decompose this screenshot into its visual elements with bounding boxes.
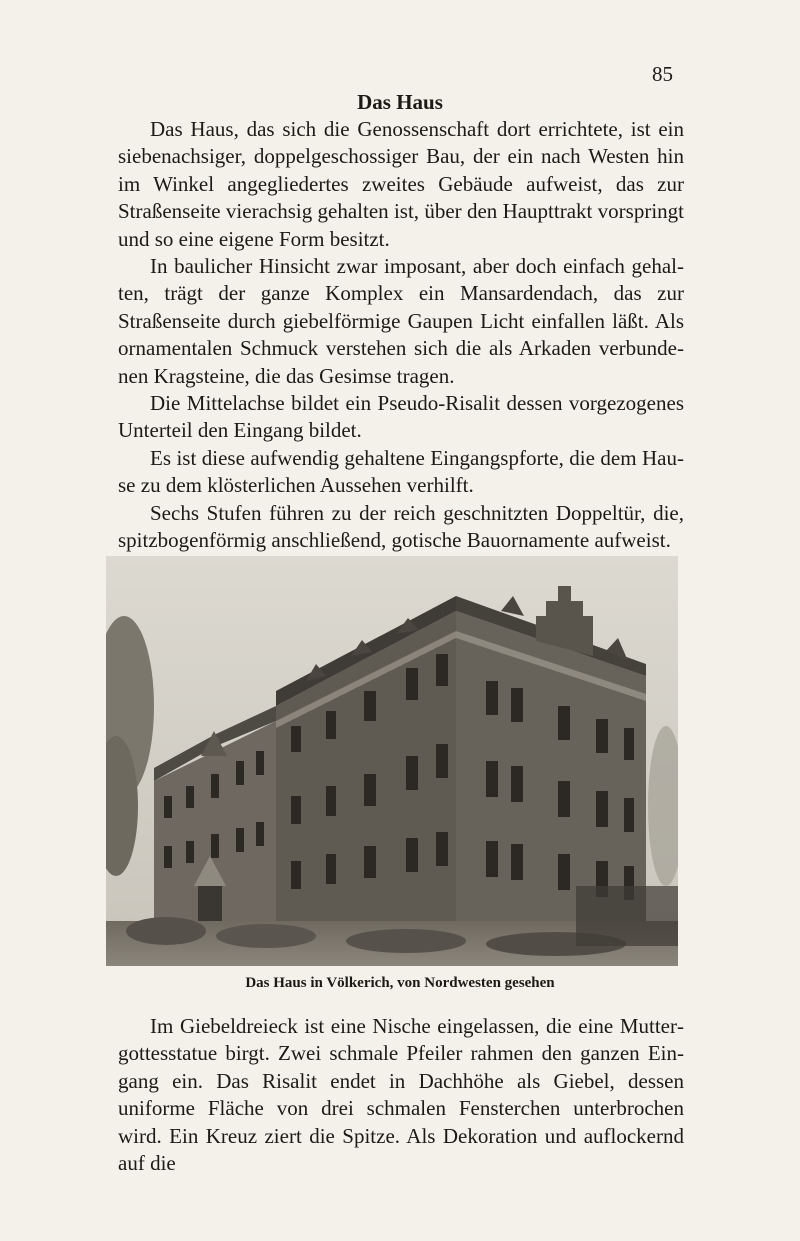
body-text-before-image (118, 116, 684, 555)
building-photograph (106, 556, 678, 966)
paragraph: In baulicher Hinsicht zwar imposant, aber doch einfach gehalten, trägt der ganze Komplex ein Mansardendach, das zur Straßenseite durch giebelförmige Gaupen Licht einfallen läßt. Als ornamentalen Schmuck verstehen sich die als Arkaden verbundenen Kragsteine, die das Gesimse tragen. (118, 254, 684, 388)
paragraph: Die Mittelachse bildet ein Pseudo-Risalit dessen vorgezogenes Unterteil den Eingang bildet. (118, 391, 684, 443)
body-text-after-image (118, 1013, 684, 1177)
section-heading: Das Haus (357, 90, 443, 114)
page-number: 85 (652, 62, 673, 86)
paragraph: Das Haus, das sich die Genossenschaft dort errichtete, ist ein siebenachsiger, doppelgeschossiger Bau, der ein nach Westen hin im Winkel angegliedertes zweites Gebäude aufweist, das zur Straßenseite vierachsig gehalten ist, über den Haupttrakt vorspringt und so eine eigene Form besitzt. (118, 117, 684, 251)
paragraph: Es ist diese aufwendig gehaltene Eingangspforte, die dem Hause zu dem klösterlichen Aussehen verhilft. (118, 445, 684, 498)
paragraph: Im Giebeldreieck ist eine Nische eingelassen, die eine Muttergottesstatue birgt. Zwei schmale Pfeiler rahmen den ganzen Eingang ein. Das Risalit endet in Dachhöhe als Giebel, dessen uniforme Fläche von drei schmalen Fensterchen unterbrochen wird. Ein Kreuz ziert die Spitze. Als Dekoration und auflockernd auf die (118, 1014, 684, 1176)
paragraph: Sechs Stufen führen zu der reich geschnitzten Doppeltür, die, spitzbogenförmig anschließend, gotische Bauornamente aufweist. (118, 500, 684, 553)
figure-caption: Das Haus in Völkerich, von Nordwesten gesehen (245, 975, 555, 991)
